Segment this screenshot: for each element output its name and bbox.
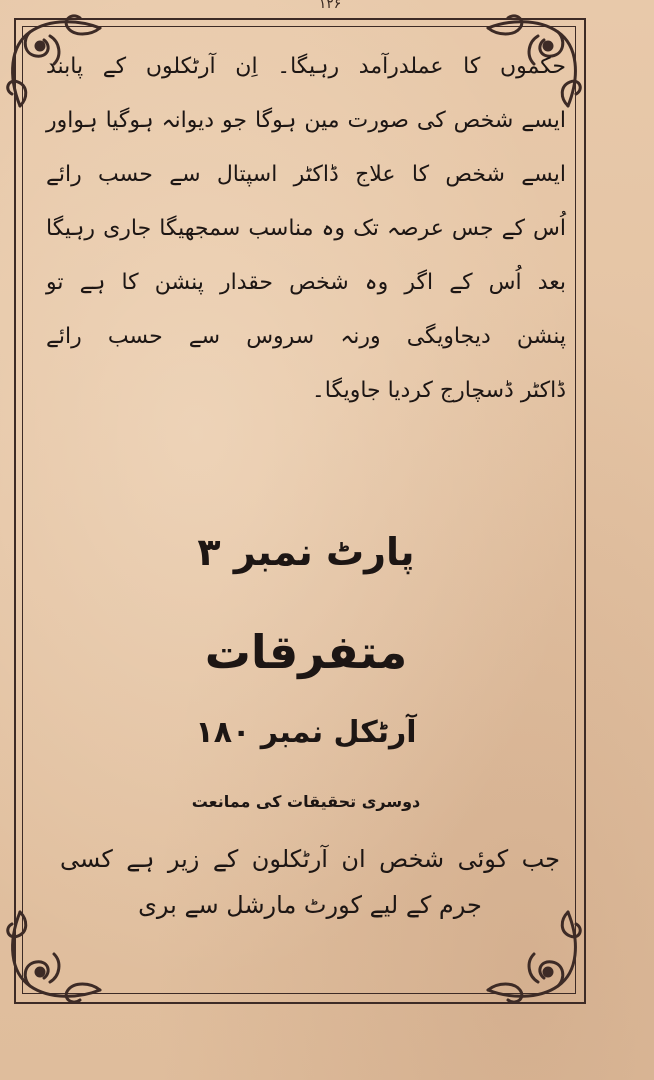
text-line: پنشن دیجاویگی ورنہ سروس سے حسب رائے	[46, 324, 566, 349]
text-line: ایسے شخص کا علاج ڈاکٹر اسپتال سے حسب رائے	[46, 162, 566, 187]
text-line: جب کوئی شخص ان آرٹکلون کے زیر ہے کسی	[60, 845, 560, 873]
text-line: ڈاکٹر ڈسچارج کردیا جاویگا۔	[311, 378, 566, 403]
part-heading: پارٹ نمبر ۳	[197, 530, 415, 574]
text-line: جرم کے لیے کورٹ مارشل سے بری	[138, 891, 482, 919]
body-paragraph-1	[46, 40, 566, 418]
text-line: حکموں کا عملدرآمد رہیگا۔ اِن آرٹکلوں کے پابند	[46, 54, 566, 79]
page-number: ۱۲۶	[318, 0, 342, 12]
text-line: ایسے شخص کی صورت مین ہوگا جو دیوانہ ہوگیا ہواور	[46, 108, 566, 133]
text-line: بعد اُس کے اگر وہ شخص حقدار پنشن کا ہے تو	[46, 270, 566, 295]
body-paragraph-2	[60, 836, 560, 928]
text-line: اُس کے جس عرصہ تک وہ مناسب سمجھیگا جاری رہیگا	[46, 216, 566, 241]
article-heading: آرٹکل نمبر ۱۸۰	[195, 715, 417, 750]
article-subheading: دوسری تحقیقات کی ممانعت	[191, 792, 421, 811]
section-title: متفرقات	[204, 625, 408, 679]
